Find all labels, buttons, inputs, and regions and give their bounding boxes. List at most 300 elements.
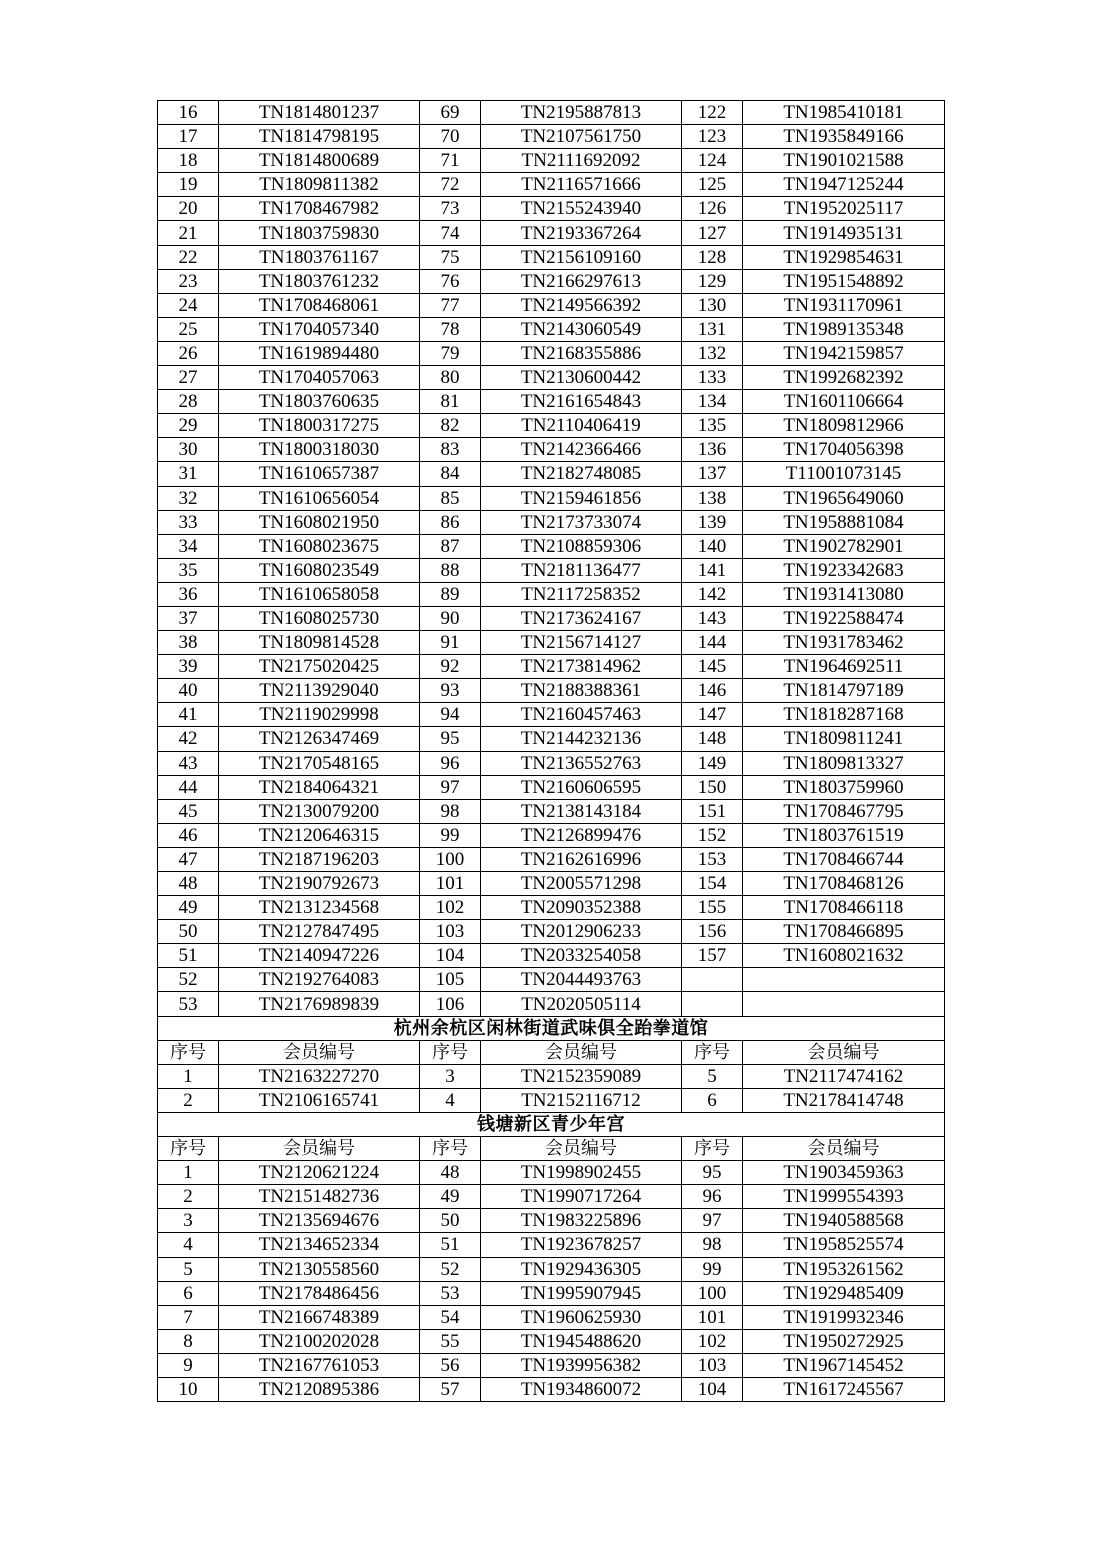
seq-cell: 50 xyxy=(420,1209,481,1233)
seq-cell: 56 xyxy=(420,1353,481,1377)
member-id-cell: TN1992682392 xyxy=(743,366,945,390)
member-id-cell: TN2143060549 xyxy=(481,317,682,341)
seq-cell: 57 xyxy=(420,1377,481,1401)
member-id-cell: TN2170548165 xyxy=(219,751,420,775)
member-id-cell: TN2126899476 xyxy=(481,823,682,847)
member-id-cell: TN2116571666 xyxy=(481,173,682,197)
member-id-cell: TN2168355886 xyxy=(481,341,682,365)
member-id-cell: TN1929436305 xyxy=(481,1257,682,1281)
seq-cell: 130 xyxy=(682,293,743,317)
table-row xyxy=(158,1209,945,1233)
member-id-cell: TN1989135348 xyxy=(743,317,945,341)
seq-cell: 128 xyxy=(682,245,743,269)
member-id-cell: TN2175020425 xyxy=(219,655,420,679)
seq-cell: 46 xyxy=(158,823,219,847)
member-id-cell: TN1708468126 xyxy=(743,872,945,896)
seq-cell: 157 xyxy=(682,944,743,968)
seq-cell: 52 xyxy=(420,1257,481,1281)
member-id-cell: TN2193367264 xyxy=(481,221,682,245)
seq-cell: 90 xyxy=(420,606,481,630)
member-id-cell: TN2108859306 xyxy=(481,534,682,558)
member-id-cell: TN1803761167 xyxy=(219,245,420,269)
member-id-cell: TN1610657387 xyxy=(219,462,420,486)
member-id-cell: TN2100202028 xyxy=(219,1329,420,1353)
table-row xyxy=(158,149,945,173)
table-row xyxy=(158,1377,945,1401)
member-id-cell: TN1958525574 xyxy=(743,1233,945,1257)
member-id-cell: TN1958881084 xyxy=(743,510,945,534)
seq-cell: 95 xyxy=(420,727,481,751)
table-row xyxy=(158,1185,945,1209)
member-id-cell: TN2187196203 xyxy=(219,847,420,871)
member-id-cell: TN2120895386 xyxy=(219,1377,420,1401)
member-id-cell: TN1935849166 xyxy=(743,125,945,149)
member-id-cell: TN1945488620 xyxy=(481,1329,682,1353)
seq-cell: 74 xyxy=(420,221,481,245)
member-id-cell: TN2156109160 xyxy=(481,245,682,269)
seq-cell: 4 xyxy=(158,1233,219,1257)
table-row xyxy=(158,197,945,221)
seq-cell: 149 xyxy=(682,751,743,775)
member-id-cell: TN1934860072 xyxy=(481,1377,682,1401)
member-id-cell: TN1953261562 xyxy=(743,1257,945,1281)
section-title-row xyxy=(158,1112,945,1136)
seq-cell: 34 xyxy=(158,534,219,558)
member-id-cell: TN2182748085 xyxy=(481,462,682,486)
seq-cell: 101 xyxy=(682,1305,743,1329)
member-id-cell: TN1990717264 xyxy=(481,1185,682,1209)
seq-cell: 100 xyxy=(420,847,481,871)
seq-cell: 95 xyxy=(682,1161,743,1185)
member-id-cell: TN1901021588 xyxy=(743,149,945,173)
seq-cell: 154 xyxy=(682,872,743,896)
member-id-cell: TN1818287168 xyxy=(743,703,945,727)
table-row xyxy=(158,1064,945,1088)
seq-cell: 70 xyxy=(420,125,481,149)
member-id-cell: TN1708466744 xyxy=(743,847,945,871)
table-row xyxy=(158,679,945,703)
member-id-cell: TN2149566392 xyxy=(481,293,682,317)
member-id-cell: TN2119029998 xyxy=(219,703,420,727)
member-id-cell: TN1608021632 xyxy=(743,944,945,968)
seq-cell: 156 xyxy=(682,920,743,944)
table-row xyxy=(158,896,945,920)
table-row xyxy=(158,1161,945,1185)
member-id-cell: TN1960625930 xyxy=(481,1305,682,1329)
seq-cell: 6 xyxy=(682,1088,743,1112)
member-id-cell: TN2178486456 xyxy=(219,1281,420,1305)
seq-cell: 21 xyxy=(158,221,219,245)
member-id-cell: TN2176989839 xyxy=(219,992,420,1016)
table-row xyxy=(158,1305,945,1329)
seq-cell: 4 xyxy=(420,1088,481,1112)
table-row xyxy=(158,1353,945,1377)
member-id-cell: TN2140947226 xyxy=(219,944,420,968)
member-id-cell: TN1964692511 xyxy=(743,655,945,679)
member-id-cell: TN1999554393 xyxy=(743,1185,945,1209)
column-header-row xyxy=(158,1137,945,1161)
seq-cell: 135 xyxy=(682,414,743,438)
member-id-cell: TN2136552763 xyxy=(481,751,682,775)
seq-cell: 96 xyxy=(420,751,481,775)
member-id-cell: TN2181136477 xyxy=(481,558,682,582)
member-id-cell: TN1814798195 xyxy=(219,125,420,149)
member-id-cell: TN2044493763 xyxy=(481,968,682,992)
member-table-body xyxy=(158,101,945,1402)
seq-cell: 141 xyxy=(682,558,743,582)
member-id-cell: TN1952025117 xyxy=(743,197,945,221)
member-id-cell: TN1985410181 xyxy=(743,101,945,125)
member-id-cell: TN2184064321 xyxy=(219,775,420,799)
table-row xyxy=(158,1257,945,1281)
seq-cell: 33 xyxy=(158,510,219,534)
member-id-cell: TN1809811382 xyxy=(219,173,420,197)
seq-cell: 124 xyxy=(682,149,743,173)
seq-cell: 78 xyxy=(420,317,481,341)
member-id-cell: TN2173624167 xyxy=(481,606,682,630)
seq-cell: 77 xyxy=(420,293,481,317)
table-row xyxy=(158,655,945,679)
seq-cell: 26 xyxy=(158,341,219,365)
table-row xyxy=(158,775,945,799)
seq-cell: 9 xyxy=(158,1353,219,1377)
member-id-cell: TN1923342683 xyxy=(743,558,945,582)
seq-cell: 1 xyxy=(158,1064,219,1088)
table-row xyxy=(158,920,945,944)
table-row xyxy=(158,847,945,871)
column-header-member-id: 会员编号 xyxy=(743,1040,945,1064)
member-id-cell: TN1809814528 xyxy=(219,631,420,655)
seq-cell: 42 xyxy=(158,727,219,751)
member-id-cell: TN2161654843 xyxy=(481,390,682,414)
member-id-cell: TN1931170961 xyxy=(743,293,945,317)
member-id-cell: TN2152116712 xyxy=(481,1088,682,1112)
member-id-cell: TN1931783462 xyxy=(743,631,945,655)
member-id-cell: TN2178414748 xyxy=(743,1088,945,1112)
table-row xyxy=(158,221,945,245)
member-id-cell: TN1965649060 xyxy=(743,486,945,510)
member-id-cell: TN1803761519 xyxy=(743,823,945,847)
seq-cell: 99 xyxy=(420,823,481,847)
member-id-cell: TN1902782901 xyxy=(743,534,945,558)
seq-cell xyxy=(682,992,743,1016)
seq-cell: 125 xyxy=(682,173,743,197)
table-row xyxy=(158,293,945,317)
seq-cell: 72 xyxy=(420,173,481,197)
seq-cell: 49 xyxy=(420,1185,481,1209)
table-row xyxy=(158,1088,945,1112)
seq-cell: 138 xyxy=(682,486,743,510)
seq-cell: 32 xyxy=(158,486,219,510)
seq-cell: 2 xyxy=(158,1185,219,1209)
seq-cell: 87 xyxy=(420,534,481,558)
table-row xyxy=(158,125,945,149)
member-id-cell: TN2173733074 xyxy=(481,510,682,534)
member-id-cell: TN1939956382 xyxy=(481,1353,682,1377)
member-id-cell: TN2126347469 xyxy=(219,727,420,751)
seq-cell: 2 xyxy=(158,1088,219,1112)
member-id-cell: TN1809811241 xyxy=(743,727,945,751)
member-id-cell: TN1608021950 xyxy=(219,510,420,534)
member-id-cell: TN2166748389 xyxy=(219,1305,420,1329)
seq-cell: 142 xyxy=(682,582,743,606)
member-id-cell: TN1951548892 xyxy=(743,269,945,293)
seq-cell: 80 xyxy=(420,366,481,390)
seq-cell: 20 xyxy=(158,197,219,221)
section-title: 钱塘新区青少年宫 xyxy=(158,1112,945,1136)
seq-cell: 25 xyxy=(158,317,219,341)
seq-cell: 127 xyxy=(682,221,743,245)
seq-cell: 153 xyxy=(682,847,743,871)
seq-cell: 99 xyxy=(682,1257,743,1281)
seq-cell: 49 xyxy=(158,896,219,920)
table-row xyxy=(158,558,945,582)
table-row xyxy=(158,631,945,655)
member-id-cell: TN1995907945 xyxy=(481,1281,682,1305)
seq-cell: 126 xyxy=(682,197,743,221)
seq-cell: 144 xyxy=(682,631,743,655)
member-id-cell: TN2152359089 xyxy=(481,1064,682,1088)
member-id-cell: TN2117258352 xyxy=(481,582,682,606)
table-row xyxy=(158,341,945,365)
seq-cell: 30 xyxy=(158,438,219,462)
seq-cell: 98 xyxy=(682,1233,743,1257)
member-id-cell: TN2117474162 xyxy=(743,1064,945,1088)
seq-cell: 94 xyxy=(420,703,481,727)
seq-cell: 81 xyxy=(420,390,481,414)
member-id-cell: TN1608025730 xyxy=(219,606,420,630)
member-id-cell: TN1619894480 xyxy=(219,341,420,365)
table-row xyxy=(158,317,945,341)
member-id-cell: TN1929854631 xyxy=(743,245,945,269)
seq-cell: 150 xyxy=(682,775,743,799)
member-id-cell: TN1803759830 xyxy=(219,221,420,245)
member-id-cell: TN1929485409 xyxy=(743,1281,945,1305)
seq-cell: 84 xyxy=(420,462,481,486)
table-row xyxy=(158,1281,945,1305)
seq-cell: 133 xyxy=(682,366,743,390)
seq-cell: 23 xyxy=(158,269,219,293)
member-id-cell: TN1708467795 xyxy=(743,799,945,823)
seq-cell: 31 xyxy=(158,462,219,486)
column-header-seq: 序号 xyxy=(420,1137,481,1161)
seq-cell: 40 xyxy=(158,679,219,703)
table-row xyxy=(158,992,945,1016)
member-id-cell: TN1931413080 xyxy=(743,582,945,606)
table-row xyxy=(158,510,945,534)
seq-cell: 16 xyxy=(158,101,219,125)
member-id-cell: TN2033254058 xyxy=(481,944,682,968)
table-row xyxy=(158,872,945,896)
member-id-cell: TN2120646315 xyxy=(219,823,420,847)
seq-cell: 37 xyxy=(158,606,219,630)
member-id-cell: TN1998902455 xyxy=(481,1161,682,1185)
column-header-member-id: 会员编号 xyxy=(743,1137,945,1161)
seq-cell: 147 xyxy=(682,703,743,727)
member-id-cell: TN1923678257 xyxy=(481,1233,682,1257)
seq-cell: 47 xyxy=(158,847,219,871)
member-id-cell: TN1947125244 xyxy=(743,173,945,197)
seq-cell: 105 xyxy=(420,968,481,992)
seq-cell: 97 xyxy=(420,775,481,799)
member-id-cell xyxy=(743,968,945,992)
table-row xyxy=(158,414,945,438)
seq-cell: 73 xyxy=(420,197,481,221)
seq-cell: 88 xyxy=(420,558,481,582)
member-id-cell: TN1610656054 xyxy=(219,486,420,510)
seq-cell: 140 xyxy=(682,534,743,558)
member-id-cell: TN2130558560 xyxy=(219,1257,420,1281)
column-header-seq: 序号 xyxy=(682,1040,743,1064)
seq-cell: 139 xyxy=(682,510,743,534)
seq-cell: 51 xyxy=(158,944,219,968)
table-row xyxy=(158,486,945,510)
table-row xyxy=(158,606,945,630)
member-id-cell: TN2020505114 xyxy=(481,992,682,1016)
seq-cell: 53 xyxy=(158,992,219,1016)
seq-cell: 75 xyxy=(420,245,481,269)
member-id-cell: TN1803760635 xyxy=(219,390,420,414)
table-row xyxy=(158,823,945,847)
member-id-cell: TN2135694676 xyxy=(219,1209,420,1233)
member-id-cell: TN2106165741 xyxy=(219,1088,420,1112)
table-row xyxy=(158,703,945,727)
seq-cell: 103 xyxy=(682,1353,743,1377)
table-row xyxy=(158,534,945,558)
column-header-member-id: 会员编号 xyxy=(219,1137,420,1161)
member-id-cell: TN2142366466 xyxy=(481,438,682,462)
table-row xyxy=(158,462,945,486)
member-id-cell: TN2113929040 xyxy=(219,679,420,703)
table-row xyxy=(158,751,945,775)
seq-cell: 28 xyxy=(158,390,219,414)
member-id-cell: TN1983225896 xyxy=(481,1209,682,1233)
seq-cell: 52 xyxy=(158,968,219,992)
member-id-cell: TN1914935131 xyxy=(743,221,945,245)
member-id-cell: TN2159461856 xyxy=(481,486,682,510)
seq-cell: 102 xyxy=(420,896,481,920)
member-id-cell xyxy=(743,992,945,1016)
member-id-cell: T11001073145 xyxy=(743,462,945,486)
seq-cell: 76 xyxy=(420,269,481,293)
seq-cell: 48 xyxy=(158,872,219,896)
table-row xyxy=(158,968,945,992)
table-row xyxy=(158,582,945,606)
seq-cell: 3 xyxy=(158,1209,219,1233)
member-id-cell: TN2173814962 xyxy=(481,655,682,679)
seq-cell: 1 xyxy=(158,1161,219,1185)
member-id-cell: TN2155243940 xyxy=(481,197,682,221)
seq-cell: 155 xyxy=(682,896,743,920)
seq-cell: 22 xyxy=(158,245,219,269)
seq-cell: 131 xyxy=(682,317,743,341)
seq-cell: 98 xyxy=(420,799,481,823)
member-id-cell: TN2127847495 xyxy=(219,920,420,944)
member-id-cell: TN2134652334 xyxy=(219,1233,420,1257)
column-header-member-id: 会员编号 xyxy=(219,1040,420,1064)
member-id-cell: TN1814800689 xyxy=(219,149,420,173)
seq-cell: 101 xyxy=(420,872,481,896)
member-id-cell: TN2188388361 xyxy=(481,679,682,703)
member-id-cell: TN1610658058 xyxy=(219,582,420,606)
seq-cell: 48 xyxy=(420,1161,481,1185)
section-title-row xyxy=(158,1016,945,1040)
member-id-cell: TN1800318030 xyxy=(219,438,420,462)
column-header-seq: 序号 xyxy=(682,1137,743,1161)
seq-cell: 134 xyxy=(682,390,743,414)
seq-cell xyxy=(682,968,743,992)
member-id-cell: TN1708466895 xyxy=(743,920,945,944)
seq-cell: 19 xyxy=(158,173,219,197)
member-id-cell: TN2163227270 xyxy=(219,1064,420,1088)
seq-cell: 85 xyxy=(420,486,481,510)
seq-cell: 24 xyxy=(158,293,219,317)
seq-cell: 132 xyxy=(682,341,743,365)
member-id-cell: TN2090352388 xyxy=(481,896,682,920)
member-id-cell: TN2012906233 xyxy=(481,920,682,944)
table-row xyxy=(158,438,945,462)
member-id-cell: TN2107561750 xyxy=(481,125,682,149)
seq-cell: 102 xyxy=(682,1329,743,1353)
member-table xyxy=(157,100,945,1402)
seq-cell: 29 xyxy=(158,414,219,438)
seq-cell: 41 xyxy=(158,703,219,727)
member-id-cell: TN1903459363 xyxy=(743,1161,945,1185)
member-id-cell: TN1704057063 xyxy=(219,366,420,390)
member-id-cell: TN2130079200 xyxy=(219,799,420,823)
seq-cell: 38 xyxy=(158,631,219,655)
member-id-cell: TN1814801237 xyxy=(219,101,420,125)
table-row xyxy=(158,944,945,968)
member-id-cell: TN1809812966 xyxy=(743,414,945,438)
seq-cell: 123 xyxy=(682,125,743,149)
seq-cell: 55 xyxy=(420,1329,481,1353)
column-header-row xyxy=(158,1040,945,1064)
seq-cell: 145 xyxy=(682,655,743,679)
member-id-cell: TN2138143184 xyxy=(481,799,682,823)
member-id-cell: TN1919932346 xyxy=(743,1305,945,1329)
column-header-seq: 序号 xyxy=(420,1040,481,1064)
seq-cell: 103 xyxy=(420,920,481,944)
member-id-cell: TN2151482736 xyxy=(219,1185,420,1209)
seq-cell: 148 xyxy=(682,727,743,751)
table-row xyxy=(158,799,945,823)
member-id-cell: TN1704057340 xyxy=(219,317,420,341)
seq-cell: 69 xyxy=(420,101,481,125)
member-id-cell: TN2162616996 xyxy=(481,847,682,871)
seq-cell: 8 xyxy=(158,1329,219,1353)
seq-cell: 104 xyxy=(420,944,481,968)
seq-cell: 3 xyxy=(420,1064,481,1088)
member-id-cell: TN1617245567 xyxy=(743,1377,945,1401)
table-row xyxy=(158,245,945,269)
member-id-cell: TN2160606595 xyxy=(481,775,682,799)
seq-cell: 91 xyxy=(420,631,481,655)
table-row xyxy=(158,1329,945,1353)
member-id-cell: TN1940588568 xyxy=(743,1209,945,1233)
member-id-cell: TN1803761232 xyxy=(219,269,420,293)
member-id-cell: TN1704056398 xyxy=(743,438,945,462)
seq-cell: 51 xyxy=(420,1233,481,1257)
member-id-cell: TN2190792673 xyxy=(219,872,420,896)
member-id-cell: TN1814797189 xyxy=(743,679,945,703)
member-id-cell: TN1708466118 xyxy=(743,896,945,920)
column-header-member-id: 会员编号 xyxy=(481,1040,682,1064)
seq-cell: 96 xyxy=(682,1185,743,1209)
member-id-cell: TN2192764083 xyxy=(219,968,420,992)
seq-cell: 43 xyxy=(158,751,219,775)
seq-cell: 5 xyxy=(682,1064,743,1088)
